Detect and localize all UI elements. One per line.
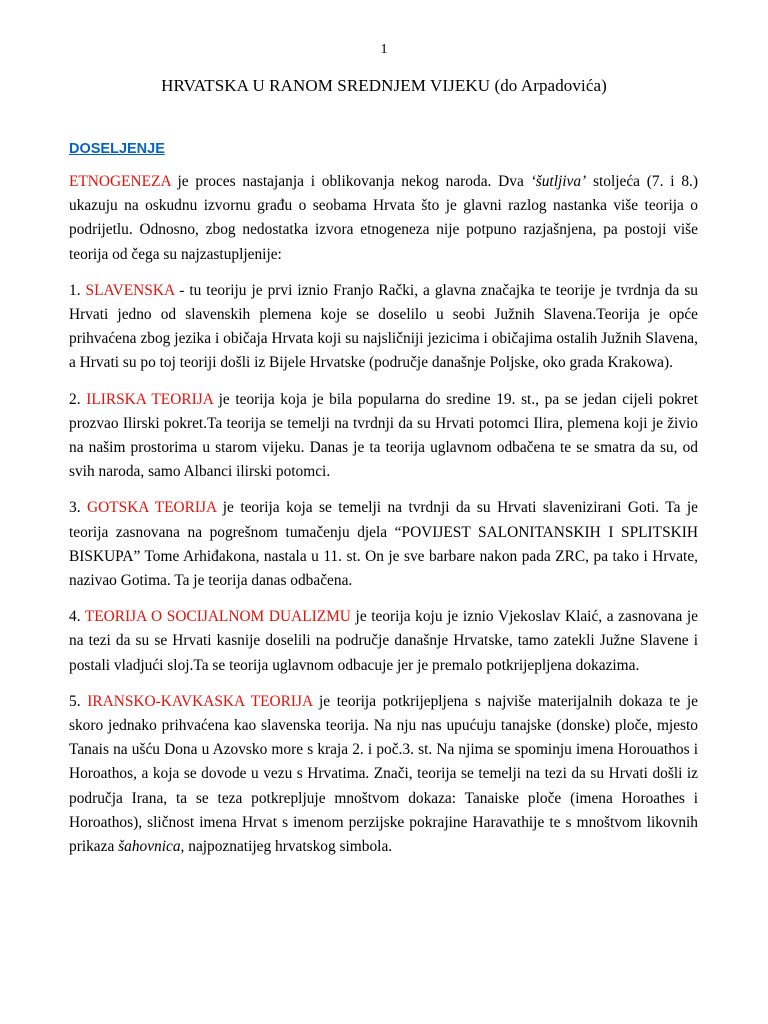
theory-number: 5.	[69, 692, 88, 710]
theory-paragraph-socijalni-dualizam	[69, 605, 698, 678]
theory-italic: šahovnica	[118, 838, 181, 856]
theory-paragraph-slavenska	[69, 279, 698, 376]
theory-paragraph-gotska	[69, 496, 698, 593]
theory-paragraph-ilirska	[69, 388, 698, 485]
theory-paragraph-iransko-kavkaska	[69, 690, 698, 859]
theory-tail: , najpoznatijeg hrvatskog simbola.	[180, 838, 393, 856]
theory-text: - tu teoriju je prvi iznio Franjo Rački, a glavna značajka te teorije je tvrdnja da su Hrvati jedno od slavenskih plemena koje se doselilo u seobi Južnih Slavena.Teorija je opće prihvaćena zbog jezika i običaja Hrvata koji su najsličniji jezicima i običajima ostalih Južnih Slavena, a Hrvati su po toj teoriji došli iz Bijele Hrvatske (područje današnje Poljske, oko grada Krakowa).	[69, 281, 699, 372]
theory-number: 4.	[69, 608, 85, 626]
intro-text-2: stoljeća (7. i 8.) ukazuju na oskudnu izvornu građu o seobama Hrvata što je glavni razlog nastanka više teorija o podrijetlu. Odnosno, zbog nedostatka izvora etnogeneza nije potpuno razjašnjena, pa postoji više teorija od čega su najzastupljenije:	[69, 173, 698, 263]
intro-italic: ‘šutljiva’	[530, 173, 587, 190]
theory-number: 3.	[69, 499, 87, 517]
term-etnogeneza: ETNOGENEZA	[69, 173, 171, 190]
theory-name: TEORIJA O SOCIJALNOM DUALIZMU	[84, 608, 351, 626]
theory-number: 2.	[69, 390, 87, 408]
page-number: 1	[380, 42, 388, 57]
theory-text: je teorija koja se temelji na tvrdnji da su Hrvati slavenizirani Goti. Ta je teorija zasnovana na pogrešnom tumačenju djela “POVIJEST SALONITANSKIH I SPLITSKIH BISKUPA” Tome Arhiđakona, nastala u 11. st. On je sve barbare nakon pada ZRC, pa tako i Hrvate, nazivao Gotima. Ta je teorija danas odbačena.	[69, 499, 699, 590]
section-heading-link[interactable]: DOSELJENJE	[69, 141, 165, 157]
theory-text: je teorija koja je bila popularna do sredine 19. st., pa se jedan cijeli pokret prozvao Ilirski pokret.Ta teorija se temelji na tvrdnji da su Hrvati potomci Ilira, plemena koji je živio na našim prostorima u starom vijeku. Danas je ta teorija uglavnom odbačena te se smatra da su, od svih naroda, samo Albanci ilirski potomci.	[69, 390, 698, 481]
theory-name: GOTSKA TEORIJA	[87, 499, 217, 517]
theory-number: 1.	[69, 281, 86, 299]
document-body	[69, 170, 698, 871]
intro-text-1: je proces nastajanja i oblikovanja nekog naroda. Dva	[170, 173, 531, 190]
theory-text: je teorija potkrijepljena s najviše materijalnih dokaza te je skoro jednako prihvaćena kao slavenska teorija. Na nju nas upućuju tanajske (donske) ploče, mjesto Tanais na ušću Dona u Azovsko more s kraja 2. i poč.3. st. Na njima se spominju imena Horouathos i Horoathos, a koja se dovode u vezu s Hrvatima. Znači, teorija se temelji na tezi da su Hrvati došli iz područja Irana, ta se teza potkrepljuje mnoštvom dokaza: Tanaiske ploče (imena Horoathes i Horoathos), sličnost imena Hrvat s imenom perzijske pokrajine Haravathije te s mnoštvom likovnih prikaza	[69, 692, 699, 856]
theory-name: IRANSKO-KAVKASKA TEORIJA	[87, 692, 313, 710]
theory-name: SLAVENSKA	[85, 281, 175, 299]
theory-text: je teorija koju je iznio Vjekoslav Klaić, a zasnovana je na tezi da su se Hrvati kasnije doselili na područje današnje Hrvatske, tamo zatekli Južne Slavene i postali vladjući sloj.Ta se teorija uglavnom odbacuje jer je premalo potkrijepljena dokazima.	[69, 608, 698, 674]
page-title: HRVATSKA U RANOM SREDNJEM VIJEKU (do Arpadovića)	[161, 76, 607, 95]
theory-name: ILIRSKA TEORIJA	[86, 390, 213, 408]
intro-paragraph	[69, 170, 698, 267]
